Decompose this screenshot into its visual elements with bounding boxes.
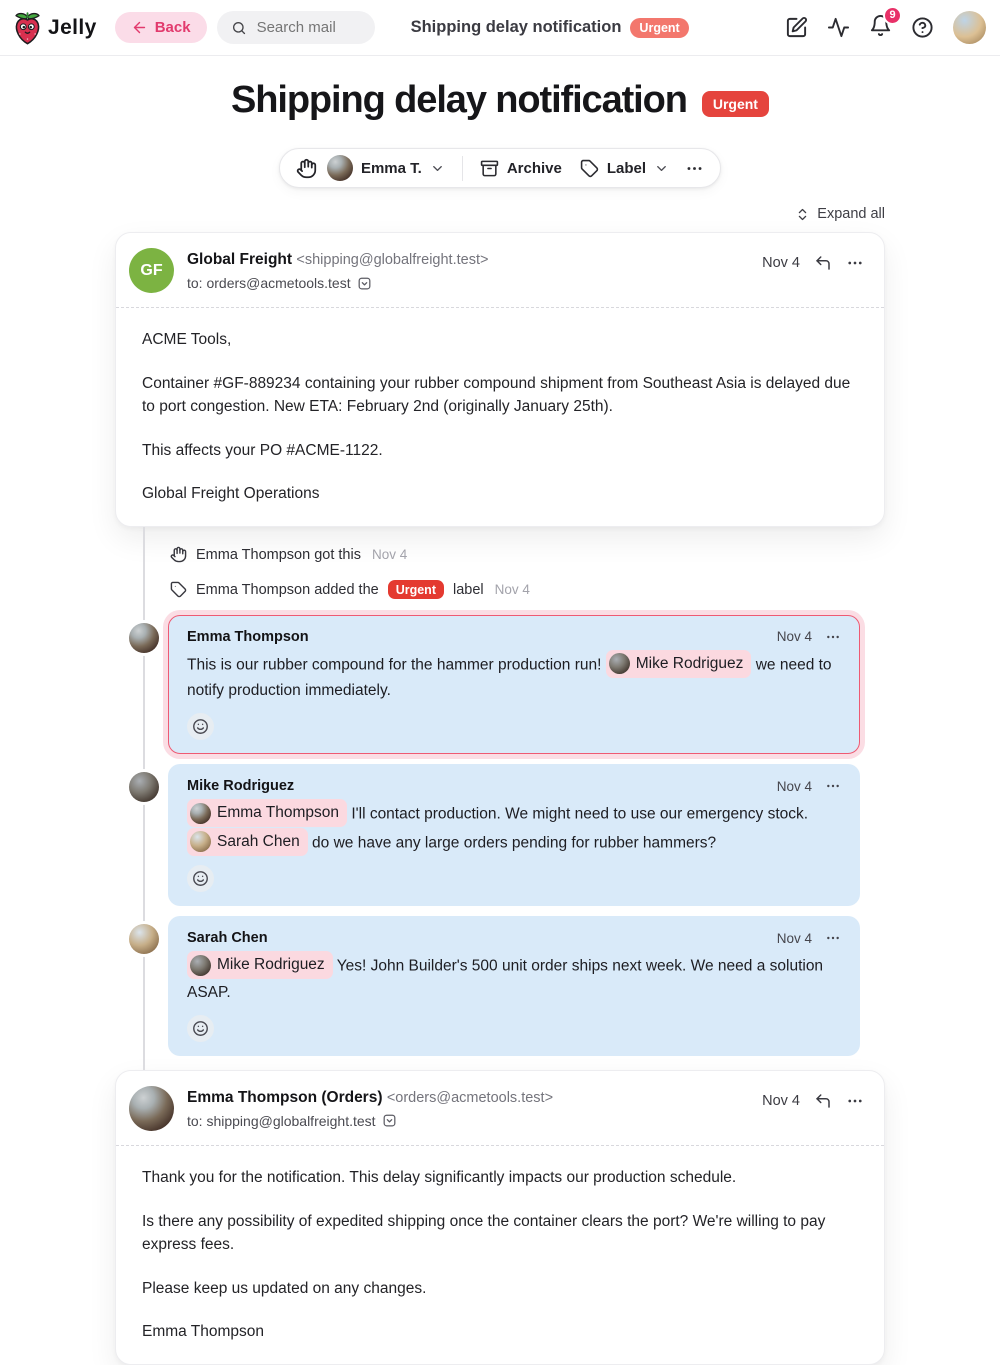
compose-icon[interactable] — [785, 16, 808, 39]
comment-more-icon[interactable] — [825, 629, 841, 645]
email-card — [115, 1070, 885, 1365]
app-logo[interactable] — [12, 11, 97, 45]
assignee-selector[interactable] — [327, 155, 445, 181]
email-paragraph: Container #GF-889234 containing your rubber compound shipment from Southeast Asia is delayed due to port congestion. New ETA: February 2nd (originally January 25th). — [142, 374, 851, 416]
hand-icon — [170, 546, 187, 563]
sender-address: <orders@acmetools.test> — [386, 1089, 554, 1106]
chevron-down-icon — [430, 161, 445, 176]
topbar — [0, 0, 1000, 56]
archive-button[interactable] — [480, 159, 562, 178]
thread-toolbar — [279, 148, 721, 188]
add-reaction-button[interactable] — [187, 713, 214, 740]
notifications-button[interactable] — [869, 9, 896, 42]
archive-label: Archive — [506, 159, 562, 177]
sender-address: <shipping@globalfreight.test> — [296, 252, 489, 268]
email-date: Nov 4 — [762, 255, 800, 271]
back-arrow-icon — [131, 19, 148, 36]
email-from-line — [187, 1089, 749, 1107]
assignee-avatar — [327, 155, 353, 181]
comment-date: Nov 4 — [776, 778, 812, 794]
recipient-details-icon[interactable] — [382, 1113, 397, 1128]
add-reaction-button[interactable] — [187, 1015, 214, 1042]
topbar-thread-title — [411, 18, 689, 38]
email-actions — [762, 1086, 864, 1110]
smiley-icon — [192, 718, 209, 735]
activity-row — [170, 545, 885, 565]
back-label: Back — [154, 19, 191, 36]
email-body — [116, 308, 884, 506]
mention-name: Emma Thompson — [217, 804, 340, 822]
reply-icon[interactable] — [814, 1092, 832, 1110]
comment-row — [115, 615, 885, 755]
mention-chip[interactable] — [187, 799, 347, 827]
activity-date: Nov 4 — [494, 582, 530, 598]
chevron-down-icon — [654, 161, 669, 176]
comment-header — [187, 629, 841, 645]
strawberry-logo-icon — [12, 11, 43, 45]
sender-avatar — [129, 1086, 174, 1131]
comment-author-avatar — [129, 772, 159, 802]
comment-card — [168, 764, 860, 906]
comment-author-name: Sarah Chen — [187, 930, 268, 947]
email-paragraph: Global Freight Operations — [142, 485, 320, 503]
comment-more-icon[interactable] — [825, 778, 841, 794]
comment-date: Nov 4 — [776, 629, 812, 645]
label-button[interactable] — [580, 159, 669, 178]
email-header[interactable] — [116, 233, 884, 307]
label-label: Label — [606, 159, 647, 177]
activity-text: label — [452, 581, 484, 598]
page-urgent-badge: Urgent — [702, 91, 769, 117]
activity-list — [115, 545, 885, 600]
page-title: Shipping delay notification — [231, 79, 687, 121]
mention-name: Mike Rodriguez — [217, 956, 325, 974]
topbar-urgent-badge: Urgent — [630, 18, 688, 38]
back-button[interactable] — [115, 12, 207, 43]
comment-text: Emma Thompson I'll contact production. We might need to use our emergency stock. Sarah Chen do we have any large orders pending for rubber hammers? — [187, 799, 841, 856]
comment-author-name: Mike Rodriguez — [187, 778, 295, 795]
email-meta — [187, 1086, 749, 1129]
help-icon[interactable] — [911, 16, 934, 39]
mention-avatar — [609, 653, 630, 674]
comment-header — [187, 930, 841, 946]
expand-all-button[interactable] — [795, 206, 885, 222]
page-head — [0, 79, 1000, 122]
mention-chip[interactable] — [606, 650, 752, 678]
sender-avatar: GF — [129, 248, 174, 293]
email-paragraph: ACME Tools, — [142, 331, 232, 348]
mention-name: Mike Rodriguez — [635, 654, 744, 672]
toolbar-more-icon[interactable] — [685, 159, 704, 178]
recipient-details-icon[interactable] — [357, 276, 372, 291]
comment-row — [115, 764, 885, 906]
comment-row — [115, 916, 885, 1056]
email-header[interactable] — [116, 1071, 884, 1145]
mention-chip[interactable] — [187, 951, 333, 979]
activity-text: Emma Thompson got this — [196, 546, 361, 563]
tag-icon — [170, 581, 187, 598]
email-actions — [762, 248, 864, 272]
comment-text: Mike Rodriguez Yes! John Builder's 500 unit order ships next week. We need a solution ASAP. — [187, 951, 841, 1006]
email-more-icon[interactable] — [846, 1092, 864, 1110]
mention-name: Sarah Chen — [217, 832, 300, 850]
toolbar-divider — [462, 156, 463, 181]
user-avatar[interactable] — [953, 11, 986, 44]
email-paragraph: Emma Thompson — [142, 1323, 265, 1341]
app-logo-text: Jelly — [48, 15, 97, 39]
sender-name: Emma Thompson (Orders) — [187, 1088, 383, 1106]
urgent-label-chip: Urgent — [388, 580, 444, 599]
chevrons-up-down-icon — [795, 207, 810, 222]
add-reaction-button[interactable] — [187, 865, 214, 892]
comment-header — [187, 778, 841, 794]
email-to-line — [187, 1113, 749, 1129]
thread — [115, 206, 885, 1365]
mention-avatar — [190, 831, 211, 852]
archive-icon — [480, 159, 499, 178]
search-bar[interactable] — [217, 11, 375, 44]
comment-date: Nov 4 — [776, 930, 812, 946]
mention-chip[interactable] — [187, 828, 308, 856]
email-paragraph: This affects your PO #ACME-1122. — [142, 441, 383, 459]
assignee-label: Emma T. — [360, 159, 422, 177]
comment-author-name: Emma Thompson — [187, 628, 309, 645]
comment-card — [168, 916, 860, 1056]
email-card — [115, 232, 885, 527]
activity-feed-icon[interactable] — [827, 16, 850, 39]
comment-more-icon[interactable] — [825, 930, 841, 946]
to-recipients: to: shipping@globalfreight.test — [187, 1112, 376, 1129]
comment-author-avatar — [129, 623, 159, 653]
tag-icon — [580, 159, 599, 178]
topbar-actions — [785, 11, 988, 44]
comment-text: This is our rubber compound for the hammer production run! Mike Rodriguez we need to notify production immediately. — [187, 650, 841, 705]
email-body — [116, 1146, 884, 1344]
activity-text: Emma Thompson added the — [196, 581, 379, 598]
email-from-line — [187, 251, 749, 269]
mention-avatar — [190, 955, 211, 976]
topbar-title-text: Shipping delay notification — [410, 18, 622, 36]
mention-avatar — [190, 803, 211, 824]
email-date: Nov 4 — [762, 1092, 800, 1109]
comment-author-avatar — [129, 924, 159, 954]
activity-date: Nov 4 — [371, 547, 408, 563]
email-paragraph: Thank you for the notification. This delay significantly impacts our production schedule. — [142, 1168, 737, 1186]
smiley-icon — [192, 870, 209, 887]
email-paragraph: Please keep us updated on any changes. — [142, 1279, 427, 1297]
expand-all-label: Expand all — [817, 206, 885, 222]
email-meta — [187, 248, 749, 291]
search-icon — [231, 20, 247, 36]
to-recipients: to: orders@acmetools.test — [187, 275, 351, 291]
search-input[interactable] — [255, 18, 361, 37]
sender-name: Global Freight — [187, 251, 293, 268]
activity-row — [170, 580, 885, 600]
notification-count-badge: 9 — [883, 6, 902, 25]
email-more-icon[interactable] — [846, 254, 864, 272]
thread-page — [0, 79, 1000, 1365]
comment-list — [115, 615, 885, 1056]
email-to-line — [187, 275, 749, 291]
smiley-icon — [192, 1020, 209, 1037]
claim-hand-icon[interactable] — [296, 158, 317, 179]
email-paragraph: Is there any possibility of expedited shipping once the container clears the port? We're willing to pay express fees. — [142, 1212, 826, 1254]
comment-card — [168, 615, 860, 755]
thread-timeline — [115, 545, 885, 1056]
reply-icon[interactable] — [814, 254, 832, 272]
